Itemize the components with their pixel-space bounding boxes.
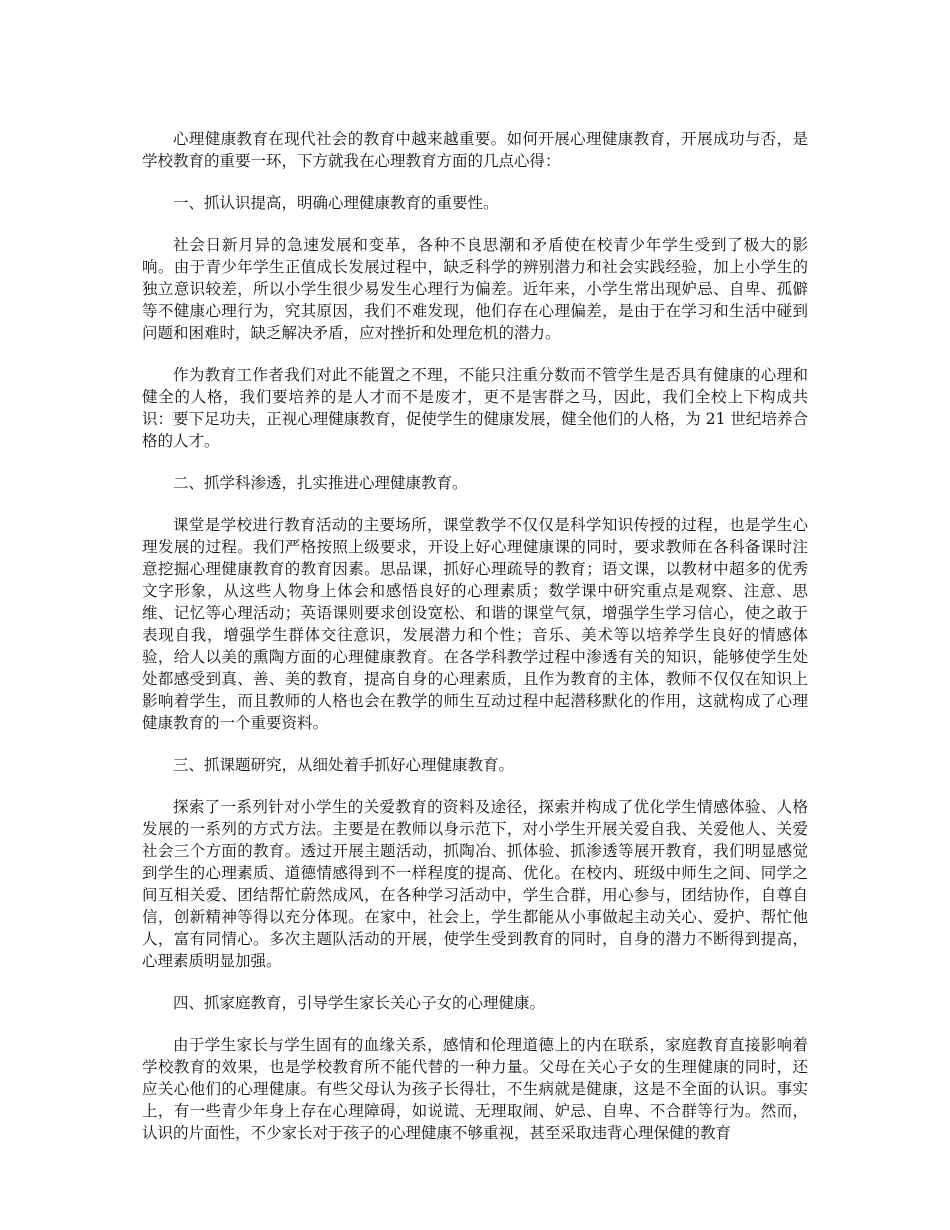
section-heading-3: 三、抓课题研究，从细处着手抓好心理健康教育。 — [173, 756, 515, 774]
section-heading-1: 一、抓认识提高，明确心理健康教育的重要性。 — [173, 194, 499, 212]
section-3-paragraph-1: 探索了一系列针对小学生的关爱教育的资料及途径，探索并构成了优化学生情感体验、人格发展的一系列的方式方法。主要是在教师以身示范下，对小学生开展关爱自我、关爱他人、关爱社会三个方面的教育。透过开展主题活动，抓陶冶、抓体验、抓渗透等展开教育，我们明显感觉到学生的心理素质、道德情感得到不一样程度的提高、优化。在校内、班级中师生之间、同学之间互相关爱、团结帮忙蔚然成风，在各种学习活动中，学生合群，用心参与，团结协作，自尊自信，创新精神等得以充分体现。在家中，社会上，学生都能从小事做起主动关心、爱护、帮忙他人，富有同情心。多次主题队活动的开展，使学生受到教育的同时，自身的潜力不断得到提高，心理素质明显加强。 — [142, 798, 808, 970]
section-1-paragraph-2: 作为教育工作者我们对此不能置之不理，不能只注重分数而不管学生是否具有健康的心理和健全的人格，我们要培养的是人才而不是废才，更不是害群之马，因此，我们全校上下构成共识：要下足功夫，正视心理健康教育，促使学生的健康发展，健全他们的人格，为 21 世纪培养合格的人才。 — [142, 366, 808, 450]
intro-paragraph: 心理健康教育在现代社会的教育中越来越重要。如何开展心理健康教育，开展成功与否，是学校教育的重要一环，下方就我在心理教育方面的几点心得： — [142, 130, 808, 170]
section-heading-4: 四、抓家庭教育，引导学生家长关心子女的心理健康。 — [173, 994, 546, 1012]
section-2-paragraph-1: 课堂是学校进行教育活动的主要场所，课堂教学不仅仅是科学知识传授的过程，也是学生心理发展的过程。我们严格按照上级要求，开设上好心理健康课的同时，要求教师在各科备课时注意挖掘心理健康教育的教育因素。思品课，抓好心理疏导的教育；语文课，以教材中超多的优秀文字形象，从这些人物身上体会和感悟良好的心理素质；数学课中研究重点是观察、注意、思维、记忆等心理活动；英语课则要求创设宽松、和谐的课堂气氛，增强学生学习信心，使之敢于表现自我，增强学生群体交往意识，发展潜力和个性；音乐、美术等以培养学生良好的情感体验，给人以美的熏陶方面的心理健康教育。在各学科教学过程中渗透有关的知识，能够使学生处处都感受到真、善、美的教育，提高自身的心理素质，且作为教育的主体，教师不仅仅在知识上影响着学生，而且教师的人格也会在教学的师生互动过程中起潜移默化的作用，这就构成了心理健康教育的一个重要资料。 — [142, 516, 808, 732]
document-body — [142, 128, 808, 1164]
section-4-paragraph-1: 由于学生家长与学生固有的血缘关系，感情和伦理道德上的内在联系，家庭教育直接影响着学校教育的效果，也是学校教育所不能代替的一种力量。父母在关心子女的生理健康的同时，还应关心他们的心理健康。有些父母认为孩子长得壮，不生病就是健康，这是不全面的认识。事实上，有一些青少年身上存在心理障碍，如说谎、无理取闹、妒忌、自卑、不合群等行为。然而，认识的片面性，不少家长对于孩子的心理健康不够重视，甚至采取违背心理保健的教育 — [142, 1036, 808, 1142]
section-1-paragraph-1: 社会日新月异的急速发展和变革，各种不良思潮和矛盾使在校青少年学生受到了极大的影响。由于青少年学生正值成长发展过程中，缺乏科学的辨别潜力和社会实践经验，加上小学生的独立意识较差，所以小学生很少易发生心理行为偏差。近年来，小学生常出现妒忌、自卑、孤僻等不健康心理行为，究其原因，我们不难发现，他们存在心理偏差，是由于在学习和生活中碰到问题和困难时，缺乏解决矛盾，应对挫折和处理危机的潜力。 — [142, 236, 808, 342]
section-heading-2: 二、抓学科渗透，扎实推进心理健康教育。 — [173, 474, 468, 492]
